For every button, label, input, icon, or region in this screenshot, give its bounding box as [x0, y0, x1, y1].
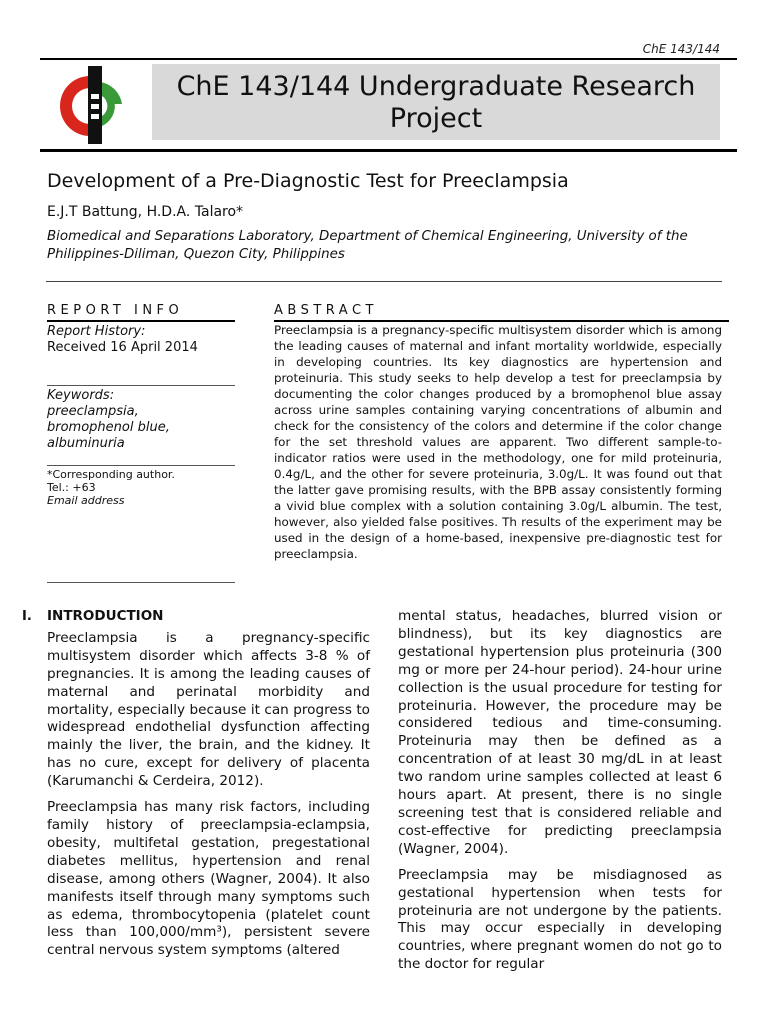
corresponding-author — [47, 468, 175, 507]
email-address: Email address — [47, 494, 125, 507]
running-head: ChE 143/144 — [642, 42, 720, 56]
journal-title: ChE 143/144 Undergraduate Research Project — [176, 71, 696, 134]
report-history-label: Report History: — [47, 324, 146, 339]
section-number: I. — [22, 609, 32, 624]
banner-rule — [40, 149, 737, 152]
paragraph: Preeclampsia is a pregnancy-specific multisystem disorder which affects 3-8 % of pregnancies. It is among the leading causes of maternal and perinatal morbidity and mortality, especially because it can progress to widespread endothelial dysfunction affecting mainly the liver, the brain, and the kidney. It has no cure, except for delivery of placenta (Karumanchi & Cerdeira, 2012). — [47, 629, 370, 790]
keywords — [47, 388, 170, 452]
report-info-heading: REPORT INFO — [47, 303, 184, 318]
journal-banner — [152, 64, 720, 140]
divider — [47, 385, 235, 386]
header-rule — [40, 58, 737, 60]
body-column-right — [398, 608, 722, 982]
paragraph: mental status, headaches, blurred vision or blindness), but its key diagnostics are gestational hypertension plus proteinuria (300 mg or more per 24-hour period). 24-hour urine collection is the usual procedure for testing for proteinuria. However, the procedure may be considered tedious and time-consuming. Proteinuria may then be defined as a concentration of at least 30 mg/dL in at least two random urine samples collected at least 6 hours apart. At present, there is no single screening test that is considered reliable and cost-effective for predicting preeclampsia (Wagner, 2004). — [398, 608, 722, 857]
keywords-label: Keywords: — [47, 388, 115, 403]
telephone: Tel.: +63 — [47, 481, 96, 494]
che-department-logo-icon — [50, 64, 140, 146]
report-history — [47, 324, 198, 356]
affiliation: Biomedical and Separations Laboratory, Department of Chemical Engineering, University of the Philippines-Diliman, Quezon City, Philippines — [47, 229, 688, 262]
affiliation-rule — [46, 281, 722, 282]
keyword: albuminuria — [47, 436, 125, 451]
authors: E.J.T Battung, H.D.A. Talaro* — [47, 204, 244, 220]
corresponding-label: *Corresponding author. — [47, 468, 175, 481]
divider — [47, 465, 235, 466]
body-column-left — [47, 608, 370, 968]
keyword: bromophenol blue, — [47, 420, 170, 435]
section-title: INTRODUCTION — [47, 608, 164, 624]
divider — [47, 582, 235, 583]
keyword: preeclampsia, — [47, 404, 139, 419]
paragraph: Preeclampsia may be misdiagnosed as gestational hypertension when tests for proteinuria are not undergone by the patients. This may occur especially in developing countries, where pregnant women do not go to the doctor for regular — [398, 866, 722, 973]
abstract-text: Preeclampsia is a pregnancy-specific multisystem disorder which is among the leading causes of maternal and infant mortality worldwide, especially in developing countries. Its key diagnostics are hypertension and proteinuria. This study seeks to help develop a test for preeclampsia by documenting the color changes produced by a bromophenol blue assay across urine samples containing varying concentrations of albumin and check for the consistency of the colors and determine if the color change for the set threshold values are apparent. Two different sample-to-indicator ratios were used in the methodology, one for mild proteinuria, 0.4g/L, and the other for severe proteinuria, 3.0g/L. It was found out that the latter gave promising results, with the BPB assay consistently forming a vivid blue complex with a solution containing 3.0g/L albumin. The test, however, also yielded false positives. Th results of the experiment may be used in the design of a home-based, inexpensive pre-diagnostic test for preeclampsia. — [274, 323, 722, 561]
received-date: Received 16 April 2014 — [47, 340, 198, 355]
report-info-rule — [47, 320, 235, 322]
paper-title: Development of a Pre-Diagnostic Test for Preeclampsia — [47, 170, 569, 192]
abstract-heading: ABSTRACT — [274, 303, 378, 318]
paragraph: Preeclampsia has many risk factors, including family history of preeclampsia-eclampsia, obesity, multifetal gestation, pregestational diabetes mellitus, hypertension and renal disease, among others (Wagner, 2004). It also manifests itself through many symptoms such as edema, thrombocytopenia (platelet count less than 100,000/mm³), persistent severe central nervous system symptoms (altered — [47, 799, 370, 959]
